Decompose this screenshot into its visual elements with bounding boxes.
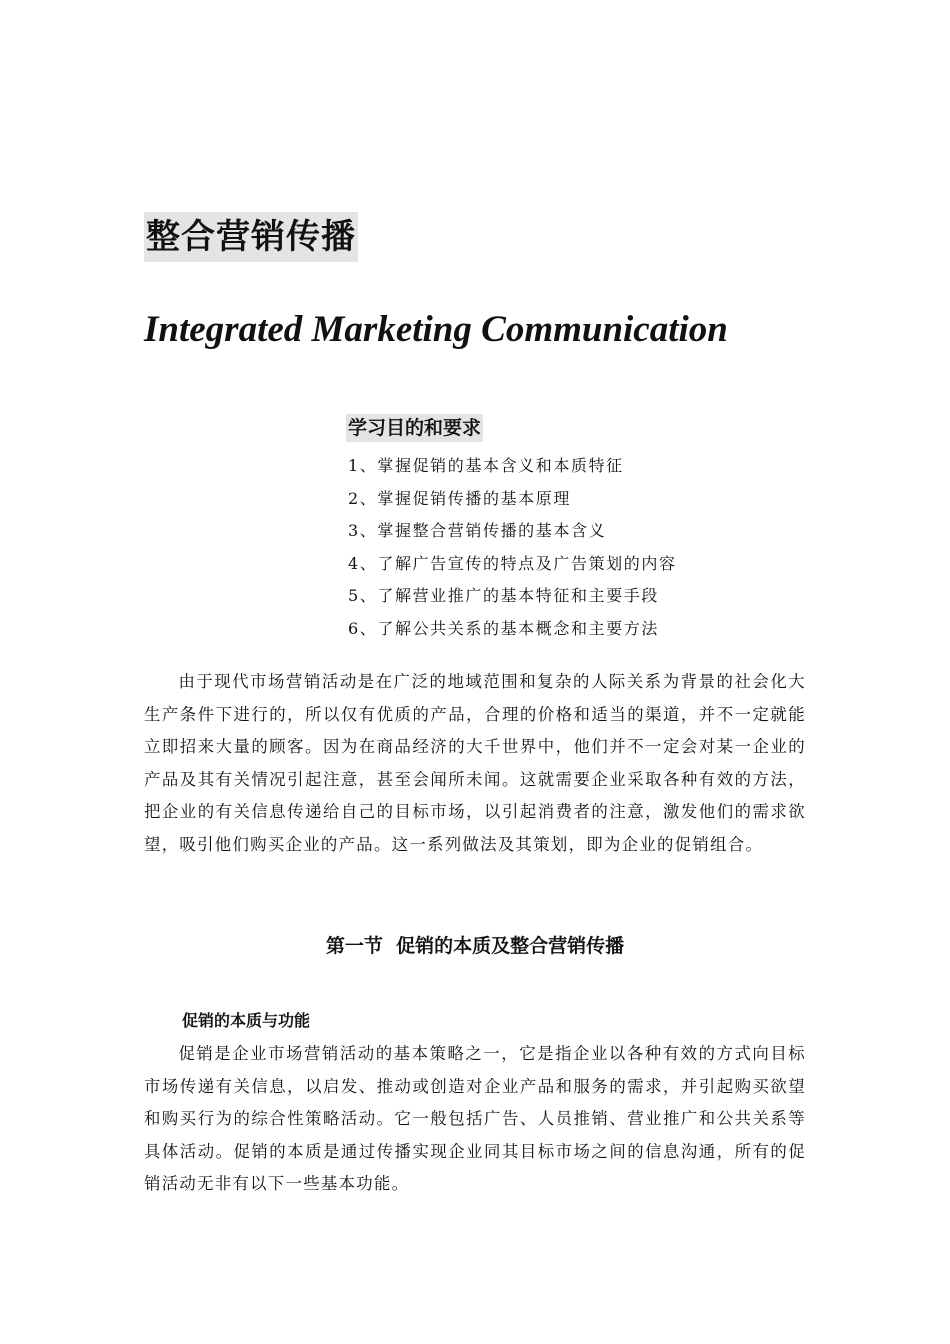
chapter-title: 整合营销传播	[144, 212, 358, 262]
objective-item-2: 2、掌握促销传播的基本原理	[348, 488, 571, 508]
objectives-heading: 学习目的和要求	[346, 414, 483, 442]
intro-paragraph: 由于现代市场营销活动是在广泛的地域范围和复杂的人际关系为背景的社会化大生产条件下进行的，所以仅有优质的产品，合理的价格和适当的渠道，并不一定就能立即招来大量的顾客。因为在商品经济的大千世界中，他们并不一定会对某一企业的产品及其有关情况引起注意，甚至会闻所未闻。这就需要企业采取各种有效的方法，把企业的有关信息传递给自己的目标市场，以引起消费者的注意，激发他们的需求欲望，吸引他们购买企业的产品。这一系列做法及其策划，即为企业的促销组合。	[144, 672, 806, 854]
objective-item-1: 1、掌握促销的基本含义和本质特征	[348, 456, 624, 475]
chapter-subtitle-english: Integrated Marketing Communication	[144, 309, 728, 350]
subsection-heading: 促销的本质与功能	[182, 1011, 311, 1030]
objective-item-3: 3、掌握整合营销传播的基本含义	[348, 521, 607, 541]
section-paragraph: 促销是企业市场营销活动的基本策略之一，它是指企业以各种有效的方式向目标市场传递有关信息，以启发、推动或创造对企业产品和服务的需求，并引起购买欲望和购买行为的综合性策略活动。它一般包括广告、人员推销、营业推广和公共关系等具体活动。促销的本质是通过传播实现企业同其目标市场之间的信息沟通，所有的促销活动无非有以下一些基本功能。	[144, 1044, 806, 1194]
section-heading: 第一节 促销的本质及整合营销传播	[325, 935, 625, 957]
objectives-list	[348, 450, 677, 646]
objective-item-6: 6、了解公共关系的基本概念和主要方法	[348, 618, 659, 638]
objective-item-5: 5、了解营业推广的基本特征和主要手段	[348, 586, 659, 606]
objective-item-4: 4、了解广告宣传的特点及广告策划的内容	[348, 553, 677, 573]
